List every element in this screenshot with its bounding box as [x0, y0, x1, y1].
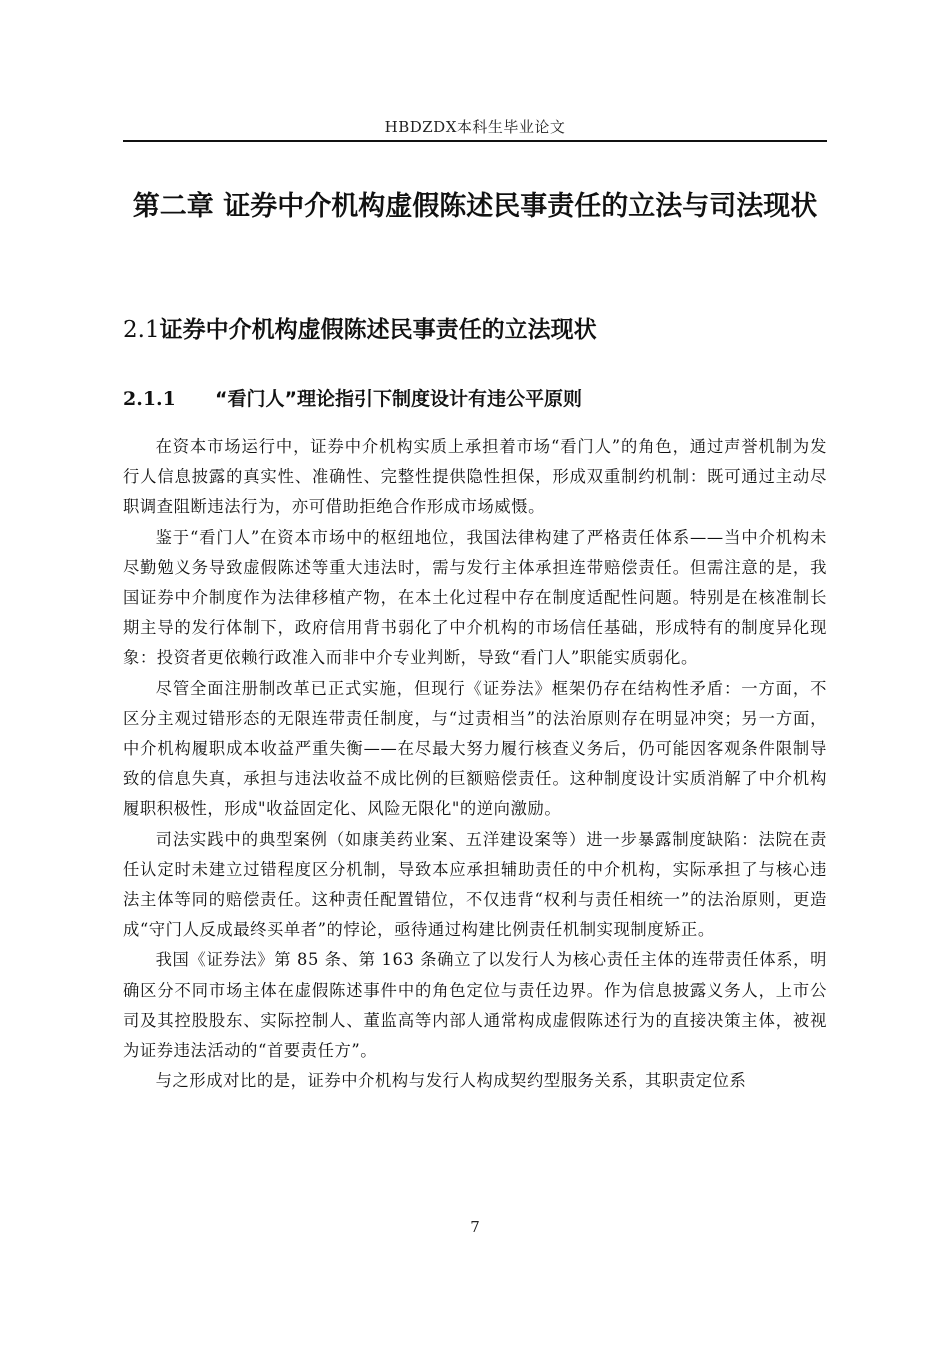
subsection-title: “看门人”理论指引下制度设计有违公平原则 [215, 388, 582, 410]
paragraph: 与之形成对比的是，证券中介机构与发行人构成契约型服务关系，其职责定位系 [155, 1071, 747, 1091]
subsection-heading [123, 382, 827, 416]
running-header: HBDZDX本科生毕业论文 [384, 118, 566, 136]
section-heading [123, 310, 827, 350]
body-text [123, 432, 827, 1096]
section-number: 2.1 [123, 317, 160, 343]
paragraph: 在资本市场运行中，证券中介机构实质上承担着市场“看门人”的角色，通过声誉机制为发行人信息披露的真实性、准确性、完整性提供隐性担保，形成双重制约机制：既可通过主动尽职调查阻断违法行为，亦可借助拒绝合作形成市场威慑。 [123, 437, 827, 517]
paragraph: 司法实践中的典型案例（如康美药业案、五洋建设案等）进一步暴露制度缺陷：法院在责任认定时未建立过错程度区分机制，导致本应承担辅助责任的中介机构，实际承担了与核心违法主体等同的赔偿责任。这种责任配置错位，不仅违背“权利与责任相统一”的法治原则，更造成“守门人反成最终买单者”的悖论，亟待通过构建比例责任机制实现制度矫正。 [123, 829, 827, 940]
paragraph: 我国《证券法》第 85 条、第 163 条确立了以发行人为核心责任主体的连带责任体系，明确区分不同市场主体在虚假陈述事件中的角色定位与责任边界。作为信息披露义务人，上市公司及其控股股东、实际控制人、董监高等内部人通常构成虚假陈述行为的直接决策主体，被视为证券违法活动的“首要责任方”。 [123, 950, 827, 1061]
page-number: 7 [470, 1218, 480, 1236]
paragraph: 尽管全面注册制改革已正式实施，但现行《证券法》框架仍存在结构性矛盾：一方面，不区分主观过错形态的无限连带责任制度，与“过责相当”的法治原则存在明显冲突；另一方面，中介机构履职成本收益严重失衡——在尽最大努力履行核查义务后，仍可能因客观条件限制导致的信息失真，承担与违法收益不成比例的巨额赔偿责任。这种制度设计实质消解了中介机构履职积极性，形成"收益固定化、风险无限化"的逆向激励。 [123, 678, 827, 819]
section-title: 证券中介机构虚假陈述民事责任的立法现状 [159, 317, 597, 343]
chapter-title: 第二章 证券中介机构虚假陈述民事责任的立法与司法现状 [132, 191, 818, 222]
subsection-number: 2.1.1 [123, 388, 176, 410]
paragraph: 鉴于“看门人”在资本市场中的枢纽地位，我国法律构建了严格责任体系——当中介机构未尽勤勉义务导致虚假陈述等重大违法时，需与发行主体承担连带赔偿责任。但需注意的是，我国证券中介制度作为法律移植产物，在本土化过程中存在制度适配性问题。特别是在核准制长期主导的发行体制下，政府信用背书弱化了中介机构的市场信任基础，形成特有的制度异化现象：投资者更依赖行政准入而非中介专业判断，导致“看门人”职能实质弱化。 [123, 527, 827, 668]
header-rule [123, 140, 827, 142]
